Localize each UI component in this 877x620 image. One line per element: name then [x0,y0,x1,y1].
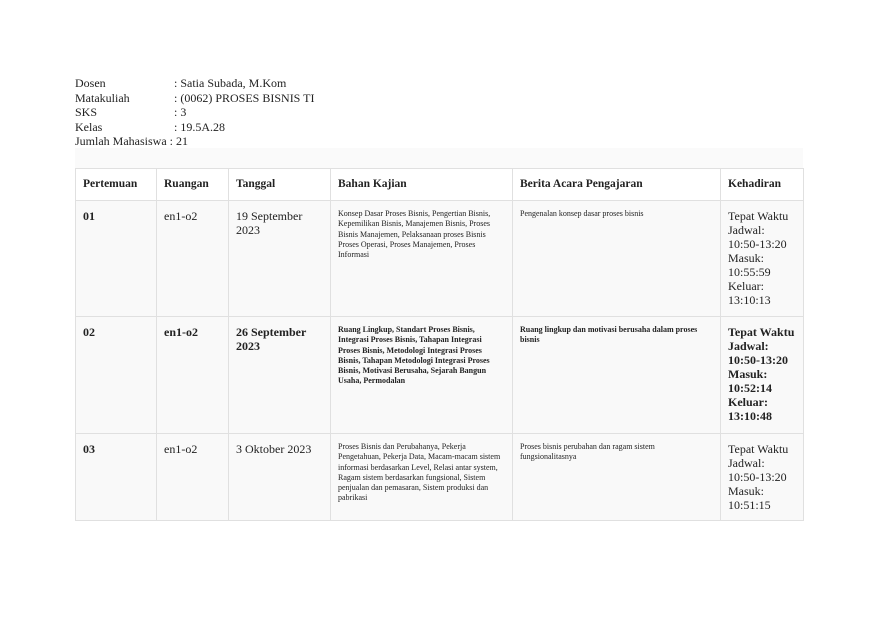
header-berita-acara: Berita Acara Pengajaran [513,169,721,201]
info-value: : 19.5A.28 [174,119,225,134]
kehadiran-keluar-label: Keluar: [728,395,768,409]
cell-pertemuan: 02 [76,317,157,434]
kehadiran-keluar-label: Keluar: [728,279,764,293]
cell-kehadiran [721,201,804,317]
kehadiran-jadwal-label: Jadwal: [728,223,765,237]
attendance-table [75,168,804,521]
kehadiran-jadwal: 10:50-13:20 [728,470,787,484]
cell-pertemuan: 03 [76,434,157,521]
info-row-kelas [75,120,314,135]
info-label: Dosen [75,76,106,90]
cell-tanggal: 26 September 2023 [229,317,331,434]
table-row [76,317,804,434]
cell-ruangan: en1-o2 [157,317,229,434]
kehadiran-masuk-label: Masuk: [728,251,764,265]
kehadiran-masuk: 10:52:14 [728,381,772,395]
info-label: Jumlah Mahasiswa [75,134,167,148]
cell-pertemuan: 01 [76,201,157,317]
kehadiran-masuk: 10:55:59 [728,265,771,279]
cell-tanggal: 3 Oktober 2023 [229,434,331,521]
header-kehadiran: Kehadiran [721,169,804,201]
cell-ruangan: en1-o2 [157,201,229,317]
cell-berita-acara: Pengenalan konsep dasar proses bisnis [513,201,721,317]
cell-berita-acara: Ruang lingkup dan motivasi berusaha dalam proses bisnis [513,317,721,434]
kehadiran-jadwal-label: Jadwal: [728,339,769,353]
header-ruangan: Ruangan [157,169,229,201]
kehadiran-keluar: 13:10:48 [728,409,772,423]
info-row-sks [75,105,314,120]
kehadiran-status: Tepat Waktu [728,325,795,339]
cell-kehadiran [721,317,804,434]
kehadiran-masuk-label: Masuk: [728,367,768,381]
info-value: : 21 [169,134,188,148]
kehadiran-jadwal-label: Jadwal: [728,456,765,470]
table-row [76,201,804,317]
kehadiran-status: Tepat Waktu [728,442,789,456]
table-header-row [76,169,804,201]
header-bahan-kajian: Bahan Kajian [331,169,513,201]
kehadiran-keluar: 13:10:13 [728,293,771,307]
kehadiran-jadwal: 10:50-13:20 [728,237,787,251]
info-label: SKS [75,105,98,119]
info-row-dosen [75,76,314,91]
kehadiran-status: Tepat Waktu [728,209,789,223]
info-row-jumlah-mahasiswa [75,134,314,149]
cell-kehadiran [721,434,804,521]
kehadiran-jadwal: 10:50-13:20 [728,353,788,367]
cell-bahan-kajian: Konsep Dasar Proses Bisnis, Pengertian Bisnis, Kepemilikan Bisnis, Manajemen Bisnis, Proses Bisnis Manajemen, Pelaksanaan proses Bisnis Proses Operasi, Proses Manajemen, Proses Informasi [331,201,513,317]
course-info [75,76,314,149]
cell-ruangan: en1-o2 [157,434,229,521]
header-tanggal: Tanggal [229,169,331,201]
header-pertemuan: Pertemuan [76,169,157,201]
info-row-matakuliah [75,91,314,106]
info-value: : (0062) PROSES BISNIS TI [174,90,315,105]
cell-berita-acara: Proses bisnis perubahan dan ragam sistem fungsionalitasnya [513,434,721,521]
kehadiran-masuk: 10:51:15 [728,498,771,512]
cell-tanggal: 19 September 2023 [229,201,331,317]
info-value: : 3 [174,105,187,119]
cell-bahan-kajian: Ruang Lingkup, Standart Proses Bisnis, Integrasi Proses Bisnis, Tahapan Integrasi Proses Bisnis, Metodologi Integrasi Proses Bisnis, Tahapan Metodologi Integrasi Proses Bisnis, Motivasi Berusaha, Sejarah Bangun Usaha, Permodalan [331,317,513,434]
info-label: Kelas [75,119,103,134]
kehadiran-masuk-label: Masuk: [728,484,764,498]
info-label: Matakuliah [75,90,130,105]
info-value: : Satia Subada, M.Kom [174,76,287,90]
table-row [76,434,804,521]
cell-bahan-kajian: Proses Bisnis dan Perubahanya, Pekerja Pengetahuan, Pekerja Data, Macam-macam sistem informasi berdasarkan Level, Relasi antar system, Ragam sistem berdasarkan fungsional, Sistem penjualan dan pemasaran, Sistem produksi dan pabrikasi [331,434,513,521]
table-top-band [75,148,803,168]
